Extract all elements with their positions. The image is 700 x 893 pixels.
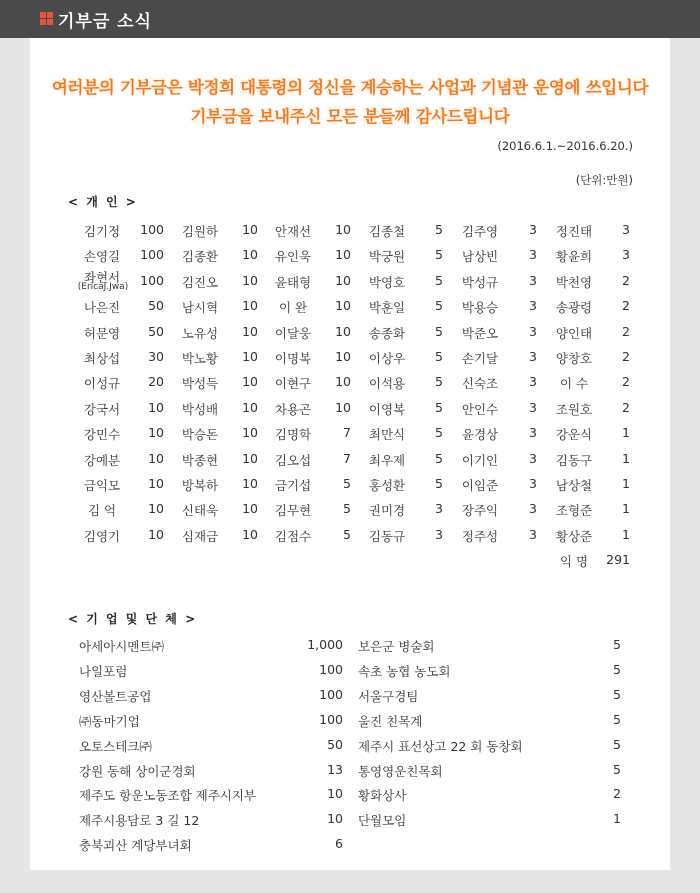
donor-name: 김동구 (555, 452, 593, 468)
org-name: 영산볼트공업 (79, 688, 152, 704)
org-amount: 100 (319, 661, 343, 677)
list-item (0, 762, 700, 787)
donor-amount: 10 (148, 399, 164, 415)
donor-name: 이달웅 (274, 325, 312, 341)
donor-amount: 20 (148, 374, 164, 390)
donor-amount: 3 (529, 476, 537, 491)
anonymous-amount: 291 (606, 552, 630, 568)
donor-amount: 2 (622, 298, 630, 314)
period-text: (2016.6.1.~2016.6.20.) (497, 139, 633, 153)
donor-amount: 10 (242, 374, 258, 390)
donor-name: 김종환 (181, 249, 219, 265)
donor-amount: 10 (242, 222, 258, 237)
org-name: 속초 농협 농도회 (358, 663, 451, 679)
donor-name: 신태욱 (181, 503, 219, 519)
org-amount: 5 (613, 686, 621, 702)
donor-name: 김무현 (274, 503, 312, 519)
donor-name: 이 완 (278, 300, 308, 316)
donor-name: 허문영 (83, 325, 121, 341)
donor-name: 이성규 (83, 376, 121, 392)
donor-amount: 5 (435, 272, 443, 288)
donor-amount: 10 (148, 501, 164, 517)
org-amount: 10 (327, 786, 343, 802)
table-row (0, 425, 700, 449)
donor-name: 손기달 (461, 351, 499, 366)
donor-name: 장주익 (461, 503, 499, 519)
donor-amount: 10 (242, 501, 258, 517)
donor-amount: 7 (343, 450, 351, 466)
donor-amount: 10 (148, 476, 164, 491)
table-row (0, 298, 700, 322)
donor-name: 박종현 (181, 452, 219, 468)
donor-amount: 2 (622, 349, 630, 364)
grid-icon (40, 12, 53, 25)
table-row (0, 349, 700, 373)
donor-amount: 10 (335, 272, 351, 288)
donor-name: 이석용 (368, 376, 406, 392)
donor-name: 정주성 (461, 528, 499, 544)
donor-name: 강운식 (555, 427, 593, 443)
table-row (0, 527, 700, 551)
donor-amount: 10 (335, 374, 351, 390)
org-name: 충북괴산 계당부녀회 (79, 838, 192, 854)
donor-amount: 1 (622, 450, 630, 466)
donor-name: 김원하 (181, 224, 219, 239)
donor-name: 심재금 (181, 528, 219, 544)
org-name: 서울구경팀 (358, 688, 419, 704)
donor-name: 나은진 (83, 300, 121, 316)
org-amount: 5 (613, 736, 621, 752)
donor-amount: 10 (242, 476, 258, 491)
org-amount: 1,000 (307, 637, 343, 652)
donor-name: 최우제 (368, 452, 406, 468)
donor-name: 박훈일 (368, 300, 406, 316)
anonymous-label: 익 명 (559, 554, 589, 570)
org-name: 황화상사 (358, 788, 407, 804)
donor-amount: 3 (529, 501, 537, 517)
donor-amount: 3 (529, 349, 537, 364)
table-row (0, 222, 700, 246)
donor-amount: 10 (242, 272, 258, 288)
banner-line-1: 여러분의 기부금은 박정희 대통령의 정신을 계승하는 사업과 기념관 운영에 쓰입니다 (51, 78, 649, 97)
donor-name: 강국서 (83, 401, 121, 417)
org-name: ㈜동마기업 (79, 713, 140, 729)
donor-name: 이영복 (368, 401, 406, 417)
donor-amount: 5 (435, 399, 443, 415)
header-bar (0, 0, 700, 38)
org-amount: 5 (613, 661, 621, 677)
donor-name: 권미경 (368, 503, 406, 519)
donor-amount: 10 (335, 247, 351, 263)
list-item (0, 712, 700, 737)
org-name: 아세아시멘트㈜ (79, 639, 164, 654)
list-item (0, 836, 700, 861)
donor-name: 박궁원 (368, 249, 406, 265)
donor-name: 좌현서 (83, 269, 121, 285)
donor-amount: 3 (622, 247, 630, 263)
org-name: 제주시 표선상고 22 회 동창회 (358, 738, 523, 754)
donor-amount: 5 (435, 425, 443, 441)
table-row (0, 451, 700, 475)
donor-amount: 3 (435, 526, 443, 542)
donor-amount: 100 (140, 222, 164, 237)
donor-amount: 3 (529, 399, 537, 415)
donor-amount: 10 (335, 349, 351, 364)
donor-name: 안재선 (274, 224, 312, 239)
donor-amount: 10 (242, 526, 258, 542)
donor-name: 남상빈 (461, 249, 499, 265)
donor-name: 윤경상 (461, 427, 499, 443)
donor-name: 조원호 (555, 401, 593, 417)
list-item (0, 637, 700, 662)
donor-amount: 5 (435, 476, 443, 491)
donor-name: 윤태형 (274, 274, 312, 290)
donor-amount: 10 (242, 425, 258, 441)
donor-amount: 3 (529, 298, 537, 314)
donor-amount: 10 (335, 399, 351, 415)
donor-name: 최상섭 (83, 351, 121, 366)
donor-amount: 1 (622, 476, 630, 491)
donor-amount: 3 (529, 425, 537, 441)
org-name: 제주시용담로 3 길 12 (79, 813, 200, 829)
donor-name: 금기섭 (274, 478, 312, 493)
org-name: 오토스테크㈜ (79, 738, 152, 754)
donor-name: 최만식 (368, 427, 406, 443)
donor-amount: 3 (435, 501, 443, 517)
donor-amount: 3 (529, 222, 537, 237)
donor-name: 이상우 (368, 351, 406, 366)
donor-name: 방복하 (181, 478, 219, 493)
org-name: 울진 친목계 (358, 713, 423, 729)
donor-name: 박천영 (555, 274, 593, 290)
org-name: 통영영운친목회 (358, 763, 443, 779)
donor-name: 김 억 (87, 503, 117, 519)
table-row (0, 476, 700, 500)
donor-name: 박성배 (181, 401, 219, 417)
org-name: 제주도 항운노동조합 제주시지부 (79, 788, 256, 804)
donor-amount: 10 (242, 323, 258, 339)
list-item (0, 737, 700, 762)
donor-amount: 1 (622, 425, 630, 441)
unit-text: (단위:만원) (575, 173, 633, 187)
donor-name: 손영길 (83, 249, 121, 265)
org-amount: 1 (613, 811, 621, 827)
donor-name: 박성득 (181, 376, 219, 392)
donor-amount: 5 (343, 501, 351, 517)
donor-amount: 3 (529, 272, 537, 288)
donor-amount: 100 (140, 247, 164, 263)
donor-amount: 5 (435, 323, 443, 339)
donor-name: 박준오 (461, 325, 499, 341)
donor-name: 김종철 (368, 224, 406, 239)
org-amount: 6 (335, 836, 343, 852)
donor-amount: 100 (140, 272, 164, 288)
donor-amount: 3 (529, 323, 537, 339)
donor-name: 이현구 (274, 376, 312, 392)
donor-name: 조형준 (555, 503, 593, 519)
donor-amount: 10 (242, 247, 258, 263)
donor-name: 박용승 (461, 300, 499, 316)
donor-name: 유인욱 (274, 249, 312, 265)
org-amount: 5 (613, 761, 621, 777)
org-amount: 100 (319, 686, 343, 702)
anonymous-row (0, 552, 700, 576)
donor-name: 박영호 (368, 274, 406, 290)
donor-amount: 5 (435, 247, 443, 263)
org-amount: 50 (327, 736, 343, 752)
donor-amount: 10 (242, 298, 258, 314)
org-amount: 100 (319, 711, 343, 727)
donor-amount: 5 (435, 374, 443, 390)
donor-name: 양인태 (555, 325, 593, 341)
list-item (0, 662, 700, 687)
individuals-title: < 개 인 > (68, 195, 138, 209)
donor-amount: 5 (435, 349, 443, 364)
org-amount: 5 (613, 637, 621, 652)
org-amount: 10 (327, 811, 343, 827)
donor-amount: 1 (622, 501, 630, 517)
donor-name: 김명학 (274, 427, 312, 443)
org-amount: 13 (327, 761, 343, 777)
list-item (0, 811, 700, 836)
donor-amount: 5 (343, 476, 351, 491)
donor-amount: 10 (148, 425, 164, 441)
donor-name: 김동규 (368, 528, 406, 544)
table-row (0, 501, 700, 525)
table-row (0, 374, 700, 398)
table-row (0, 269, 700, 297)
donor-name: 이 수 (559, 376, 589, 392)
donor-amount: 5 (343, 526, 351, 542)
list-item (0, 786, 700, 811)
donor-amount: 50 (148, 323, 164, 339)
page-title: 기부금 소식 (58, 12, 153, 32)
donor-amount: 2 (622, 272, 630, 288)
donor-amount: 10 (335, 323, 351, 339)
donor-amount: 3 (529, 526, 537, 542)
org-name: 보은군 병술회 (358, 639, 435, 654)
donor-name: 노유성 (181, 325, 219, 341)
donor-amount: 3 (622, 222, 630, 237)
donor-amount: 2 (622, 399, 630, 415)
donor-amount: 5 (435, 450, 443, 466)
donor-name: 강민수 (83, 427, 121, 443)
org-name: 단월모임 (358, 813, 407, 829)
donor-amount: 30 (148, 349, 164, 364)
donor-name: 김기정 (83, 224, 121, 239)
org-name: 강원 동해 상이군경회 (79, 763, 196, 779)
donor-amount: 3 (529, 247, 537, 263)
donor-name: 이명복 (274, 351, 312, 366)
donor-name: 김주영 (461, 224, 499, 239)
donor-amount: 10 (148, 526, 164, 542)
donor-name: 홍성환 (368, 478, 406, 493)
donor-name: 금익모 (83, 478, 121, 493)
donor-name: 김점수 (274, 528, 312, 544)
donor-name: 이기인 (461, 452, 499, 468)
donor-amount: 10 (335, 298, 351, 314)
banner-line-2: 기부금을 보내주신 모든 분들께 감사드립니다 (190, 107, 510, 126)
donor-name: 신숙조 (461, 376, 499, 392)
donor-name: 남시혁 (181, 300, 219, 316)
table-row (0, 324, 700, 348)
donor-amount: 10 (242, 349, 258, 364)
donor-name: 송광령 (555, 300, 593, 316)
donor-name: 박노황 (181, 351, 219, 366)
donor-name: 이임준 (461, 478, 499, 493)
donor-amount: 2 (622, 323, 630, 339)
donor-name: 정진태 (555, 224, 593, 239)
donor-name: 김영기 (83, 528, 121, 544)
donor-name: 남상철 (555, 478, 593, 493)
donor-name: 박승돈 (181, 427, 219, 443)
donor-name: 김오섭 (274, 452, 312, 468)
organizations-title: < 기 업 및 단 체 > (68, 612, 198, 626)
donor-amount: 5 (435, 222, 443, 237)
donor-name: 양창호 (555, 351, 593, 366)
donor-name: 황상준 (555, 528, 593, 544)
donor-amount: 2 (622, 374, 630, 390)
donor-amount: 10 (242, 450, 258, 466)
list-item (0, 687, 700, 712)
org-name: 나일포럼 (79, 663, 128, 679)
donor-name: 차용곤 (274, 401, 312, 417)
donor-amount: 50 (148, 298, 164, 314)
donor-name: 황윤희 (555, 249, 593, 265)
donor-name: 안인수 (461, 401, 499, 417)
donor-amount: 1 (622, 526, 630, 542)
donor-name: 송종화 (368, 325, 406, 341)
donor-name-note: (EricaJ.Jwa) (77, 281, 129, 292)
org-amount: 2 (613, 786, 621, 802)
donor-amount: 10 (148, 450, 164, 466)
donor-amount: 7 (343, 425, 351, 441)
org-amount: 5 (613, 711, 621, 727)
donor-amount: 10 (335, 222, 351, 237)
table-row (0, 400, 700, 424)
donor-amount: 10 (242, 399, 258, 415)
donor-name: 김진오 (181, 274, 219, 290)
donor-amount: 3 (529, 374, 537, 390)
donor-amount: 3 (529, 450, 537, 466)
donor-name: 박성규 (461, 274, 499, 290)
donor-name: 강예분 (83, 452, 121, 468)
donor-amount: 5 (435, 298, 443, 314)
